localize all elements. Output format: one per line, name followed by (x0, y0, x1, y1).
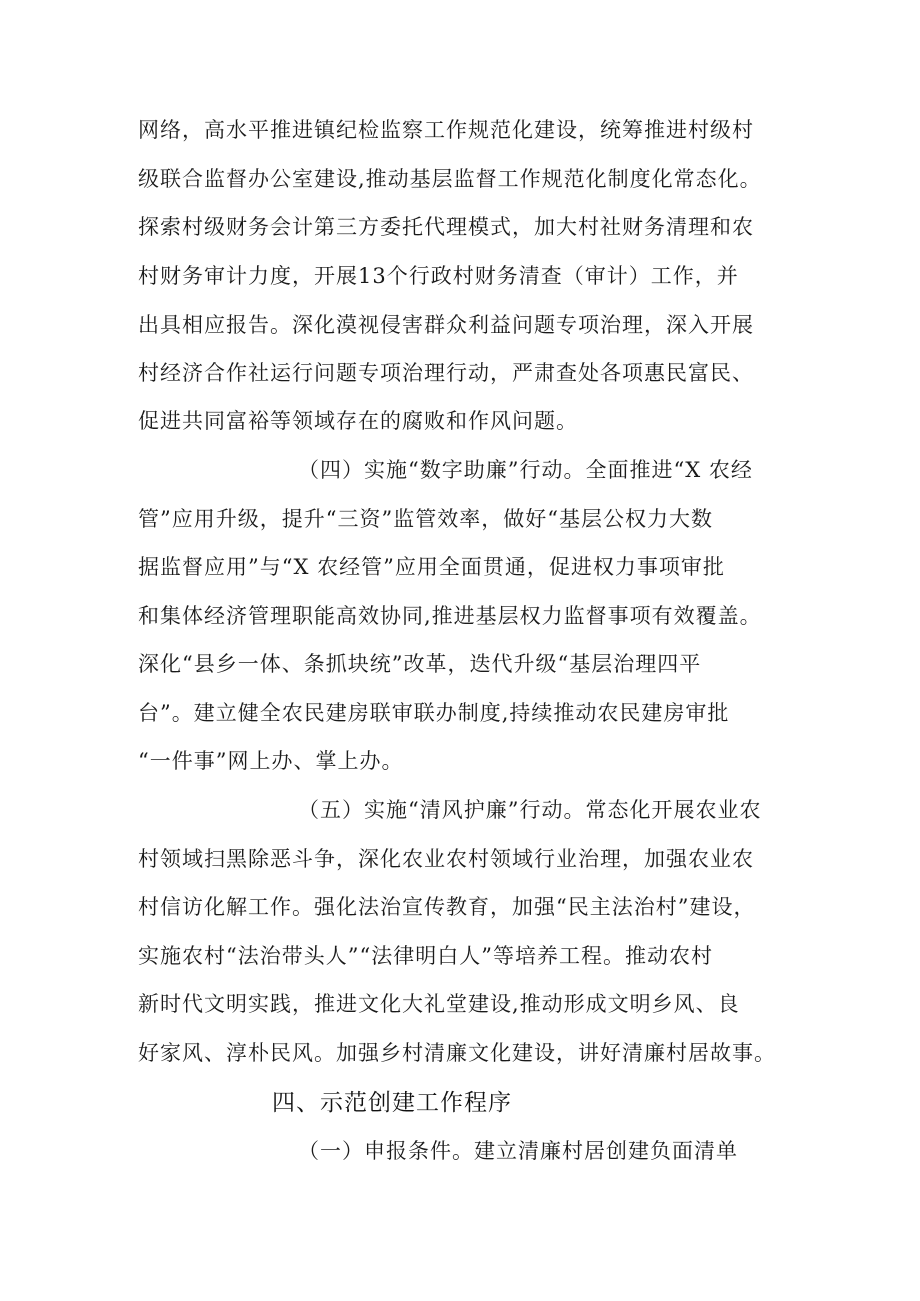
section-4-first-line: （四）实施“数字助廉”行动。全面推进“X 农经 (298, 458, 753, 482)
paragraph-line: “一件事”网上办、掌上办。 (138, 749, 404, 773)
paragraph-line: 村信访化解工作。强化法治宣传教育，加强“民主法治村”建设， (138, 895, 756, 919)
section-heading: 四、示范创建工作程序 (272, 1090, 512, 1116)
paragraph-line: 村财务审计力度，开展13个行政村财务清查（审计）工作，并 (138, 264, 739, 288)
paragraph-line: 好家风、淳朴民风。加强乡村清廉文化建设，讲好清廉村居故事。 (138, 1041, 776, 1065)
paragraph-line: 据监督应用”与“X 农经管”应用全面贯通，促进权力事项审批 (138, 555, 725, 579)
paragraph-line: 管”应用升级，提升“三资”监管效率，做好“基层公权力大数 (138, 507, 713, 531)
paragraph-line: 和集体经济管理职能高效协同,推进基层权力监督事项有效覆盖。 (138, 604, 762, 628)
paragraph-line: 出具相应报告。深化漠视侵害群众利益问题专项治理，深入开展 (138, 313, 754, 337)
section-5-first-line: （五）实施“清风护廉”行动。常态化开展农业农 (298, 798, 762, 822)
paragraph-line: 探索村级财务会计第三方委托代理模式，加大村社财务清理和农 (138, 215, 754, 239)
paragraph-line: 实施农村“法治带头人”“法律明白人”等培养工程。推动农村 (138, 944, 713, 968)
subsection-line: （一）申报条件。建立清廉村居创建负面清单 (298, 1139, 738, 1163)
paragraph-line: 促进共同富裕等领域存在的腐败和作风问题。 (138, 409, 578, 433)
paragraph-line: 网络，高水平推进镇纪检监察工作规范化建设，统筹推进村级村 (138, 118, 754, 142)
paragraph-line: 台”。建立健全农民建房联审联办制度,持续推动农民建房审批 (138, 701, 730, 725)
paragraph-line: 新时代文明实践，推进文化大礼堂建设,推动形成文明乡风、良 (138, 992, 740, 1016)
paragraph-line: 村领域扫黑除恶斗争，深化农业农村领域行业治理，加强农业农 (138, 847, 754, 871)
paragraph-line: 级联合监督办公室建设,推动基层监督工作规范化制度化常态化。 (138, 167, 762, 191)
paragraph-line: 村经济合作社运行问题专项治理行动，严肃查处各项惠民富民、 (138, 361, 754, 385)
paragraph-line: 深化“县乡一体、条抓块统”改革，迭代升级“基层治理四平 (138, 652, 702, 676)
